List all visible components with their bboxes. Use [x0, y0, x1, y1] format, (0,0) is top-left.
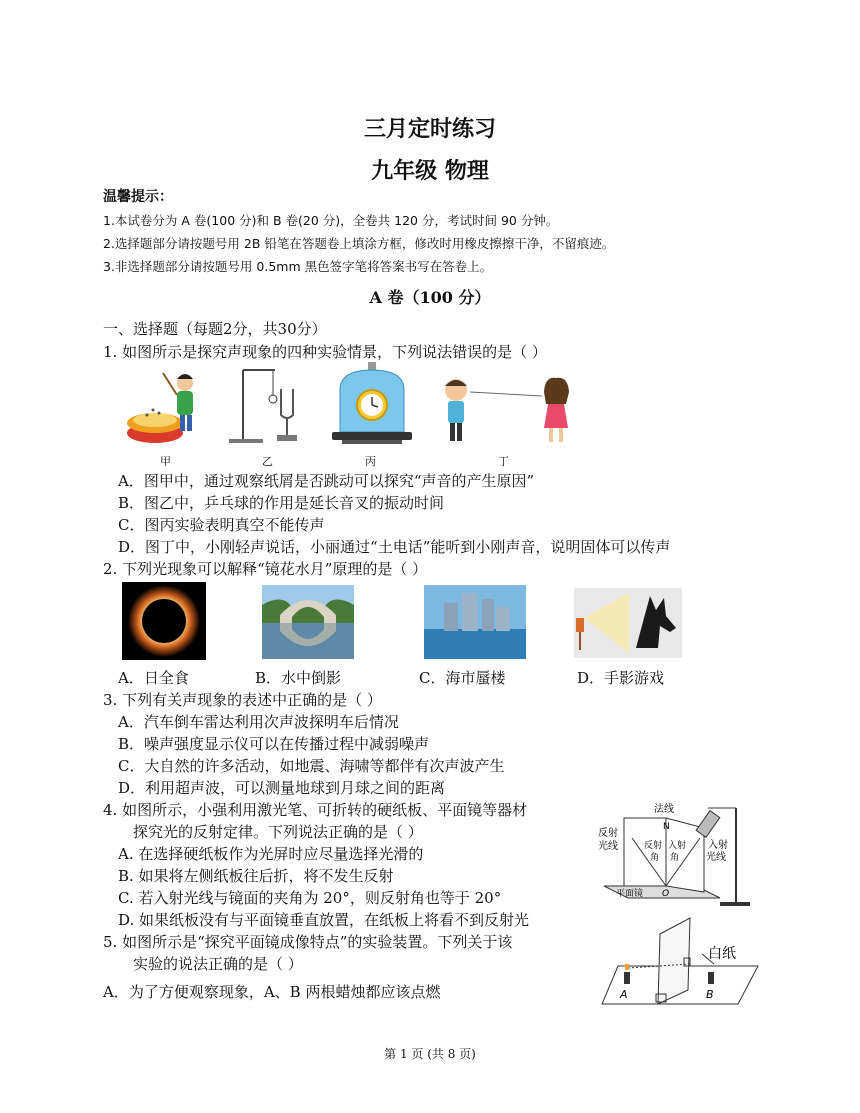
question-4-stem: 4. 如图所示，小强利用激光笔、可折转的硬纸板、平面镜等器材	[103, 801, 528, 819]
option-text: B．图乙中，乒乓球的作用是延长音叉的振动时间	[118, 494, 445, 512]
question-5-stem: 5. 如图所示是“探究平面镜成像特点”的实验装置。下列关于该	[103, 933, 513, 951]
reflected-ray-label: 反射	[598, 828, 618, 839]
option-text: A．汽车倒车雷达利用次声波探明车后情况	[118, 713, 399, 731]
reflected-ray-label: 光线	[598, 841, 618, 852]
question-3-stem: 3. 下列有关声现象的表述中正确的是（ ）	[103, 691, 382, 709]
page-title: 三月定时练习	[363, 116, 496, 142]
bell-jar-figure	[328, 360, 418, 450]
string-telephone-figure	[432, 370, 582, 450]
option-text: B．水中倒影	[255, 669, 342, 687]
normal-label: 法线	[654, 804, 674, 815]
tip-line: 1.本试卷分为 A 卷(100 分)和 B 卷(20 分)，全卷共 120 分，考试时间 90 分钟。	[103, 213, 559, 228]
reflect-angle-label: 反射	[644, 841, 663, 851]
question-4-stem: 探究光的反射定律。下列说法正确的是（ ）	[133, 823, 423, 841]
candle-b-label: B	[706, 988, 714, 1001]
part-title: 一、选择题（每题2分，共30分）	[103, 320, 327, 338]
option-text: B．噪声强度显示仪可以在传播过程中减弱噪声	[118, 735, 430, 753]
eclipse-image	[122, 582, 206, 660]
figure-caption: 丁	[498, 455, 509, 468]
reflect-angle-label: 角	[650, 853, 660, 863]
incident-angle-label: 角	[670, 853, 680, 863]
page-subtitle: 九年级 物理	[371, 158, 489, 184]
incident-ray-label: 光线	[706, 852, 726, 863]
tip-line: 3.非选择题部分请按题号用 0.5mm 黑色签字笔将答案书写在答卷上。	[103, 259, 493, 274]
incident-ray-label: 入射	[708, 840, 728, 851]
n-label: N	[663, 822, 670, 832]
mirror-label: 平面镜	[616, 889, 644, 899]
option-text: D. 如果纸板没有与平面镜垂直放置，在纸板上将看不到反射光	[118, 911, 530, 929]
option-text: C．图丙实验表明真空不能传声	[118, 516, 325, 534]
option-text: D．利用超声波，可以测量地球到月球之间的距离	[118, 779, 446, 797]
reflection-law-diagram	[596, 798, 756, 910]
o-label: O	[662, 889, 670, 899]
option-text: C. 若入射光线与镜面的夹角为 20°，则反射角也等于 20°	[118, 889, 502, 907]
candle-a-label: A	[620, 988, 628, 1001]
option-text: A．图甲中，通过观察纸屑是否跳动可以探究“声音的产生原因”	[118, 472, 535, 490]
tips-heading: 温馨提示：	[103, 189, 173, 205]
section-a-title: A 卷（100 分）	[369, 288, 491, 307]
bridge-reflection-image	[262, 585, 354, 659]
figure-caption: 丙	[365, 455, 376, 468]
figure-caption: 乙	[262, 455, 273, 468]
tuning-fork-figure	[225, 365, 310, 450]
option-text: D．图丁中，小刚轻声说话，小丽通过“土电话”能听到小刚声音，说明固体可以传声	[118, 538, 671, 556]
option-text: A．日全食	[118, 669, 189, 687]
option-text: A．为了方便观察现象，A、B 两根蜡烛都应该点燃	[103, 983, 441, 1001]
question-5-stem: 实验的说法正确的是（ ）	[133, 955, 303, 973]
question-2-stem: 2. 下列光现象可以解释“镜花水月”原理的是（ ）	[103, 560, 428, 578]
shadow-puppet-image	[574, 588, 682, 658]
plane-mirror-imaging-diagram	[598, 916, 766, 1010]
option-text: B. 如果将左侧纸板往后折，将不发生反射	[118, 867, 394, 885]
option-text: C．海市蜃楼	[419, 669, 506, 687]
option-text: D．手影游戏	[577, 669, 665, 687]
question-1-stem: 1. 如图所示是探究声现象的四种实验情景，下列说法错误的是（ ）	[103, 343, 547, 361]
mirage-image	[424, 585, 526, 659]
figure-caption: 甲	[160, 455, 171, 468]
drum-figure	[125, 365, 210, 450]
page-footer: 第 1 页 (共 8 页)	[384, 1047, 476, 1061]
option-text: A. 在选择硬纸板作为光屏时应尽量选择光滑的	[118, 845, 424, 863]
tip-line: 2.选择题部分请按题号用 2B 铅笔在答题卷上填涂方框，修改时用橡皮擦擦干净，不留痕迹。	[103, 236, 615, 251]
option-text: C．大自然的许多活动，如地震、海啸等都伴有次声波产生	[118, 757, 505, 775]
paper-label: 白纸	[708, 946, 736, 962]
incident-angle-label: 入射	[668, 841, 687, 851]
